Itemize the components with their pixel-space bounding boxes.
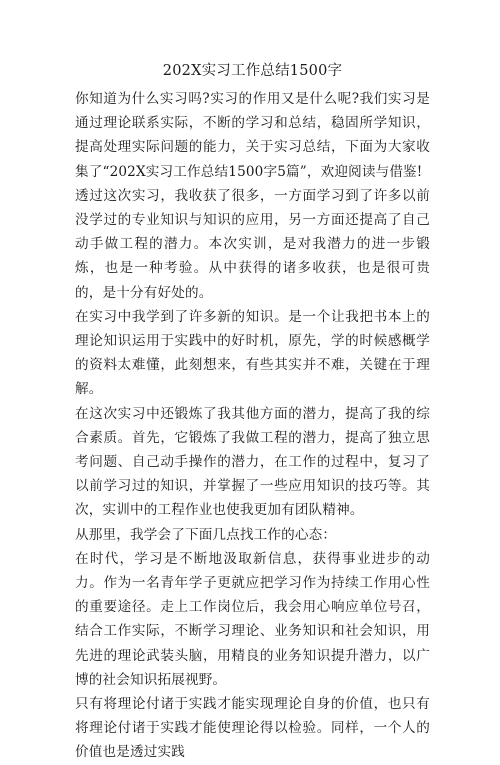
paragraph-mindset-heading: 从那里，我学会了下面几点找工作的心态： — [75, 526, 337, 543]
paragraph-harvest: 透过这次实习，我收获了很多，一方面学习到了许多以前没学过的专业知识与知识的应用，另一方面还提高了自己动手做工程的潜力。本次实训，是对我潜力的进一步锻炼，也是一种考验。从中获得的诸多收获，也是很可贵的，是十分有好处的。 — [75, 187, 430, 301]
paragraph-learning: 在时代，学习是不断地汲取新信息，获得事业进步的动力。作为一名青年学子更就应把学习作为持续工作用心性的重要途径。走上工作岗位后，我会用心响应单位号召，结合工作实际，不断学习理论、业务知识和社会知识，用先进的理论武装头脑，用精良的业务知识提升潜力，以广博的社会知识拓展视野。 — [75, 550, 430, 688]
paragraph-intro: 你知道为什么实习吗?实习的作用又是什么呢?我们实习是通过理论联系实际，不断的学习和总结，稳固所学知识，提高处理实际问题的能力，关于实习总结，下面为大家收集了“202X实习工作总结1500字5篇”，欢迎阅读与借鉴! — [75, 91, 430, 180]
paragraph-practice: 只有将理论付诸于实践才能实现理论自身的价值，也只有将理论付诸于实践才能使理论得以检验。同样，一个人的价值也是透过实践 — [75, 696, 430, 761]
paragraph-skills: 在这次实习中还锻炼了我其他方面的潜力，提高了我的综合素质。首先，它锻炼了我做工程的潜力，提高了独立思考问题、自己动手操作的潜力，在工作的过程中，复习了以前学习过的知识，并掌握了一些应用知识的技巧等。其次，实训中的工程作业也使我更加有团队精神。 — [75, 405, 430, 519]
paragraph-new-knowledge: 在实习中我学到了许多新的知识。是一个让我把书本上的理论知识运用于实践中的好时机，原先，学的时候感概学的资料太难懂，此刻想来，有些其实并不难，关键在于理解。 — [75, 308, 430, 398]
document-title: 202X实习工作总结1500字 — [162, 63, 343, 79]
